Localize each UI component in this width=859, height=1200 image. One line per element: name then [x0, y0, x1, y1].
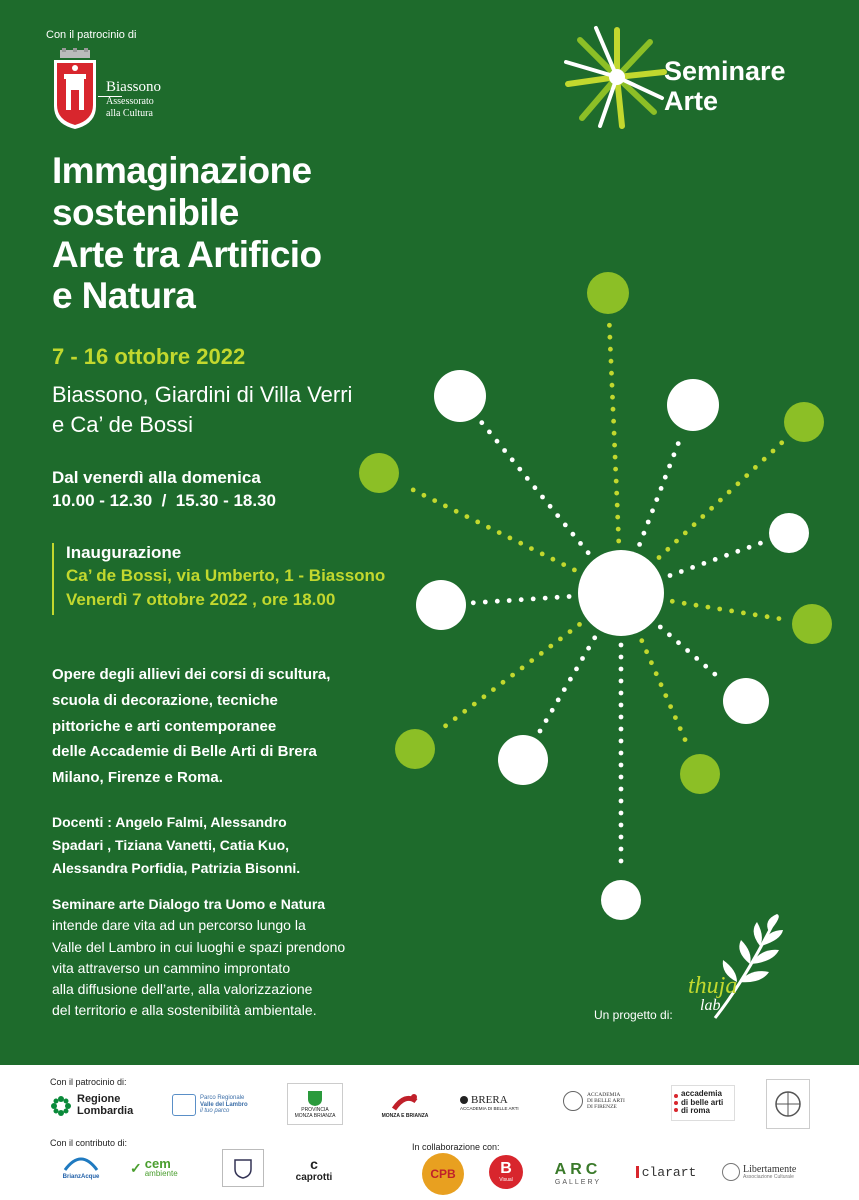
camera-line1: MONZA E BRIANZA: [381, 1113, 429, 1119]
ray-dot: [619, 859, 624, 864]
libertamente-line2: Associazione Culturale: [743, 1173, 794, 1180]
works-description: [52, 662, 330, 791]
teachers-line: Alessandra Porfidia, Patrizia Bisonni.: [52, 860, 301, 877]
thuja-brand-line1: thuja: [688, 973, 738, 999]
ray-dot: [540, 552, 545, 557]
ray-dot: [616, 527, 621, 532]
ray-dot: [548, 504, 553, 509]
ray-dot: [610, 395, 615, 400]
ray-dot: [472, 702, 477, 707]
ray-dot: [679, 569, 684, 574]
ray-dot: [608, 347, 613, 352]
description-line: alla diffusione dell’arte, alla valorizzazione: [52, 981, 313, 998]
ray-dot: [544, 718, 549, 723]
ray-dot: [718, 498, 723, 503]
ray-dot: [644, 649, 649, 654]
footer-collaboration-label: In collaborazione con:: [412, 1142, 500, 1152]
ray-dot: [508, 536, 513, 541]
ray-dot: [510, 457, 515, 462]
ray-dot: [685, 648, 690, 653]
ray-dot: [758, 541, 763, 546]
ray-dot: [692, 522, 697, 527]
camera-commercio-mark-icon: [390, 1091, 420, 1113]
biassono-crest-icon: [52, 48, 98, 130]
ray-dot: [614, 491, 619, 496]
ray-dot: [703, 664, 708, 669]
ray-dot: [673, 715, 678, 720]
globe-icon: [773, 1086, 803, 1122]
ray-dot: [520, 666, 525, 671]
logo-line1: Seminare: [664, 56, 786, 86]
ray-dot: [502, 448, 507, 453]
ray-dot: [683, 737, 688, 742]
ray-dot: [619, 823, 624, 828]
ray-dot: [616, 539, 621, 544]
ray-dot: [690, 565, 695, 570]
parco-valle-lambro-logo: [172, 1091, 252, 1119]
logo-line2: Arte: [664, 86, 719, 117]
ray-dot: [615, 503, 620, 508]
brera-mark-icon: [460, 1096, 468, 1104]
inauguration-place: Ca’ de Bossi, via Umberto, 1 - Biassono: [66, 566, 386, 586]
ray-dot: [443, 723, 448, 728]
cpb-name: CPB: [430, 1167, 456, 1181]
ray-dot: [717, 607, 722, 612]
ray-dot: [683, 531, 688, 536]
description-line: Valle del Lambro in cui luoghi e spazi prendono: [52, 938, 346, 955]
ray-dot: [637, 542, 642, 547]
ray-dot: [486, 525, 491, 530]
ray-dot: [501, 680, 506, 685]
ray-dot: [487, 430, 492, 435]
parco-mark-icon: [172, 1094, 196, 1116]
caprotti-logo: c caprotti: [295, 1155, 333, 1183]
ray-dot: [613, 467, 618, 472]
ray-dot: [676, 441, 681, 446]
teachers-line: Docenti : Angelo Falmi, Alessandro: [52, 814, 287, 830]
venue-line: Biassono, Giardini di Villa Verri: [52, 382, 353, 407]
roma-line2: di belle arti: [681, 1097, 724, 1107]
brianzacque-mark-icon: [61, 1154, 101, 1174]
ray-dot: [694, 603, 699, 608]
footer-patronage-label: Con il patrocinio di:: [50, 1077, 127, 1087]
ray-dot: [454, 509, 459, 514]
clarart-name: clarart: [641, 1164, 697, 1180]
ray-dot: [753, 465, 758, 470]
event-venue: [52, 380, 352, 441]
cem-ambiente-logo: ✓ cem ambiente: [130, 1156, 178, 1179]
ray-dot: [619, 727, 624, 732]
ray-dot: [572, 568, 577, 573]
ray-dot: [665, 547, 670, 552]
ray-dot: [619, 643, 624, 648]
provincia-line1: PROVINCIA: [301, 1107, 329, 1113]
ray-dot: [517, 467, 522, 472]
lombardia-rose-icon: [50, 1095, 72, 1117]
ray-dot: [619, 703, 624, 708]
ray-dot: [659, 486, 664, 491]
provincia-line2: MONZA BRIANZA: [294, 1113, 336, 1119]
ray-dot: [771, 449, 776, 454]
ray-dot: [592, 635, 597, 640]
lombardia-line2: Lombardia: [77, 1105, 134, 1117]
inauguration-accent-bar: [52, 543, 54, 615]
description-line: del territorio e alla sostenibilità ambientale.: [52, 1002, 317, 1019]
comune-name: Biassono: [106, 79, 162, 95]
ray-dot: [497, 530, 502, 535]
sponsors-footer: [0, 1065, 859, 1200]
thuja-brand-line2: lab: [700, 996, 721, 1014]
arc-gallery-logo: [548, 1155, 608, 1191]
ray-dot: [668, 704, 673, 709]
libertamente-mark-icon: [722, 1163, 740, 1181]
title-line: sostenibile: [52, 191, 239, 233]
ray-dot: [642, 531, 647, 536]
ray-dot: [495, 439, 500, 444]
ray-dot: [465, 514, 470, 519]
world-emblem-logo: [766, 1079, 810, 1129]
ray-dot: [619, 847, 624, 852]
inauguration-title: Inaugurazione: [66, 543, 182, 562]
ray-dot: [619, 811, 624, 816]
brera-logo: [460, 1089, 530, 1115]
regione-lombardia-logo: [50, 1091, 140, 1121]
ray-dot: [619, 715, 624, 720]
ray-dot: [619, 751, 624, 756]
seminare-arte-star-icon: [562, 22, 672, 132]
ray-dot: [670, 599, 675, 604]
hours-line: Dal venerdì alla domenica: [52, 468, 261, 487]
ray-dot: [538, 729, 543, 734]
ray-dot: [471, 600, 476, 605]
accademia-roma-logo: [671, 1085, 735, 1121]
ray-dot: [658, 625, 663, 630]
ray-dot: [586, 646, 591, 651]
ray-dot: [744, 473, 749, 478]
ray-dot: [555, 595, 560, 600]
description-heading: Seminare arte Dialogo tra Uomo e Natura: [52, 896, 326, 912]
ray-dot: [663, 693, 668, 698]
camera-commercio-logo: [376, 1085, 434, 1125]
soluzioni-assicurative-logo: [222, 1149, 264, 1187]
ray-dot: [432, 498, 437, 503]
ray-dot: [639, 638, 644, 643]
ray-dot: [491, 687, 496, 692]
ray-dot: [609, 371, 614, 376]
ray-dot: [475, 520, 480, 525]
ray-dot: [577, 622, 582, 627]
brianzacque-logo: [58, 1149, 104, 1185]
ray-dot: [561, 562, 566, 567]
ray-dot: [654, 671, 659, 676]
ray-dot: [610, 383, 615, 388]
ray-dot: [676, 640, 681, 645]
ray-dot: [533, 485, 538, 490]
ray-dot: [609, 359, 614, 364]
title-line: Immaginazione: [52, 150, 312, 191]
ray-dot: [700, 514, 705, 519]
opening-hours: [52, 466, 276, 513]
ray-dot: [654, 497, 659, 502]
ray-dot: [724, 553, 729, 558]
ray-dot: [611, 407, 616, 412]
ray-dot: [540, 495, 545, 500]
ray-dot: [483, 600, 488, 605]
firenze-line1: ACCADEMIA: [587, 1091, 621, 1098]
ray-dot: [608, 335, 613, 340]
ray-dot: [736, 481, 741, 486]
project-label: Un progetto di:: [594, 1008, 673, 1022]
inauguration-when: Venerdì 7 ottobre 2022 , ore 18.00: [66, 589, 336, 609]
ray-dot: [578, 541, 583, 546]
ray-dot: [529, 546, 534, 551]
ray-dot: [529, 658, 534, 663]
ray-dot: [568, 677, 573, 682]
ray-dot: [777, 616, 782, 621]
ray-dot: [619, 787, 624, 792]
ray-dot: [518, 541, 523, 546]
ray-dot: [612, 431, 617, 436]
ray-dot: [556, 698, 561, 703]
description-line: vita attraverso un cammino improntato: [52, 959, 291, 976]
ray-dot: [741, 611, 746, 616]
ray-dot: [672, 452, 677, 457]
hours-line: 10.00 - 12.30 / 15.30 - 18.30: [52, 491, 276, 511]
comune-office-line1: Assessorato: [106, 96, 154, 108]
footer-contribution-label: Con il contributo di:: [50, 1138, 128, 1148]
page-title: [52, 150, 321, 317]
ray-dot: [586, 550, 591, 555]
inauguration-block: [66, 541, 385, 611]
seminare-arte-logo: [664, 56, 786, 116]
comune-block: [106, 79, 161, 119]
teachers-list: [52, 811, 300, 880]
works-line: scuola di decorazione, tecniche: [52, 691, 278, 709]
ray-dot: [550, 708, 555, 713]
ray-dot: [747, 545, 752, 550]
ray-dot: [482, 694, 487, 699]
works-line: Milano, Firenze e Roma.: [52, 769, 223, 787]
parco-line1: Parco Regionale: [200, 1094, 245, 1101]
ray-dot: [619, 739, 624, 744]
ray-dot: [650, 508, 655, 513]
ray-dot: [668, 573, 673, 578]
ray-dot: [614, 479, 619, 484]
ray-dot: [495, 599, 500, 604]
title-line: e Natura: [52, 275, 196, 317]
ray-dot: [611, 419, 616, 424]
ray-dot: [443, 504, 448, 509]
ray-dot: [555, 513, 560, 518]
arc-line1: ARC: [554, 1160, 602, 1178]
firenze-mark-icon: [563, 1091, 583, 1111]
ray-dot: [682, 601, 687, 606]
works-line: pittoriche e arti contemporanee: [52, 717, 277, 735]
visual-name: Visual: [499, 1177, 513, 1183]
ray-dot: [657, 555, 662, 560]
cem-line1: cem: [144, 1156, 171, 1172]
ray-dot: [462, 709, 467, 714]
ray-dot: [678, 726, 683, 731]
ray-dot: [619, 775, 624, 780]
ray-dot: [548, 644, 553, 649]
cem-line2: ambiente: [144, 1169, 178, 1179]
venue-line: e Ca’ de Bossi: [52, 412, 194, 438]
ray-dot: [558, 637, 563, 642]
parco-line2: Valle del Lambro: [200, 1101, 248, 1108]
roma-line1: accademia: [681, 1088, 722, 1098]
ray-dot: [765, 614, 770, 619]
ray-dot: [422, 493, 427, 498]
libertamente-line1: Libertamente: [743, 1163, 797, 1175]
event-dates: 7 - 16 ottobre 2022: [52, 344, 246, 369]
ray-dot: [612, 443, 617, 448]
thuja-lab-logo: [688, 975, 737, 1013]
firenze-line3: DI FIRENZE: [587, 1104, 617, 1111]
ray-dot: [615, 515, 620, 520]
accademia-firenze-logo: [563, 1087, 643, 1115]
ray-dot: [709, 506, 714, 511]
ray-dot: [613, 455, 618, 460]
radial-dots-illustration: [340, 260, 859, 940]
firenze-line2: DI BELLE ARTI: [587, 1097, 625, 1104]
title-line: Arte tra Artificio: [52, 233, 322, 275]
cpb-logo: [422, 1153, 464, 1195]
ray-dot: [531, 597, 536, 602]
ray-dot: [525, 476, 530, 481]
ray-dot: [619, 763, 624, 768]
teachers-line: Spadari , Tiziana Vanetti, Catia Kuo,: [52, 837, 290, 854]
project-description: [52, 894, 345, 1022]
ray-dot: [567, 594, 572, 599]
parco-line3: il tuo parco: [200, 1108, 230, 1115]
ray-dot: [659, 682, 664, 687]
arc-line2: GALLERY: [554, 1178, 602, 1186]
clarart-logo: [630, 1161, 702, 1183]
ray-dot: [453, 716, 458, 721]
ray-dot: [706, 605, 711, 610]
libertamente-logo: [722, 1155, 808, 1189]
ray-dot: [551, 557, 556, 562]
ray-dot: [702, 561, 707, 566]
ray-dot: [479, 420, 484, 425]
shield-icon: [232, 1157, 254, 1179]
ray-dot: [674, 539, 679, 544]
works-line: Opere degli allievi dei corsi di scultura,: [52, 666, 331, 683]
ray-dot: [619, 667, 624, 672]
works-line: delle Accademie di Belle Arti di Brera: [52, 743, 317, 761]
ray-dot: [667, 632, 672, 637]
brera-line1: BRERA: [471, 1093, 508, 1106]
ray-dot: [735, 549, 740, 554]
ray-dot: [411, 488, 416, 493]
patronage-label: Con il patrocinio di: [46, 29, 137, 41]
ray-dot: [510, 673, 515, 678]
ray-dot: [712, 672, 717, 677]
ray-dot: [663, 475, 668, 480]
ray-dot: [580, 656, 585, 661]
ray-dot: [507, 598, 512, 603]
ray-dot: [646, 520, 651, 525]
comune-office-line2: alla Cultura: [106, 107, 153, 119]
ray-dot: [779, 440, 784, 445]
ray-dot: [667, 464, 672, 469]
provincia-monza-brianza-logo: [287, 1083, 343, 1125]
ray-dot: [574, 667, 579, 672]
lombardia-line1: Regione: [77, 1093, 121, 1106]
ray-dot: [649, 660, 654, 665]
ray-dot: [729, 609, 734, 614]
ray-dot: [619, 655, 624, 660]
visual-logo: B Visual: [489, 1155, 523, 1189]
caprotti-name: caprotti: [295, 1171, 333, 1183]
ray-dot: [727, 490, 732, 495]
ray-dot: [607, 323, 612, 328]
ray-dot: [619, 679, 624, 684]
brianzacque-name: BrianzAcque: [62, 1174, 100, 1180]
ray-dot: [619, 835, 624, 840]
ray-dot: [563, 523, 568, 528]
ray-dot: [619, 799, 624, 804]
ray-dot: [539, 651, 544, 656]
ray-dot: [762, 457, 767, 462]
ray-dot: [713, 557, 718, 562]
ray-dot: [519, 597, 524, 602]
ray-dot: [568, 629, 573, 634]
ray-dot: [694, 656, 699, 661]
roma-line3: di roma: [681, 1106, 710, 1116]
provincia-crest-icon: [306, 1089, 324, 1107]
ray-dot: [619, 691, 624, 696]
brera-line2: ACCADEMIA DI BELLE ARTI: [460, 1105, 519, 1111]
ray-dot: [571, 532, 576, 537]
ray-dot: [753, 612, 758, 617]
description-line: intende dare vita ad un percorso lungo la: [52, 917, 306, 934]
ray-dot: [543, 596, 548, 601]
ray-dot: [562, 687, 567, 692]
